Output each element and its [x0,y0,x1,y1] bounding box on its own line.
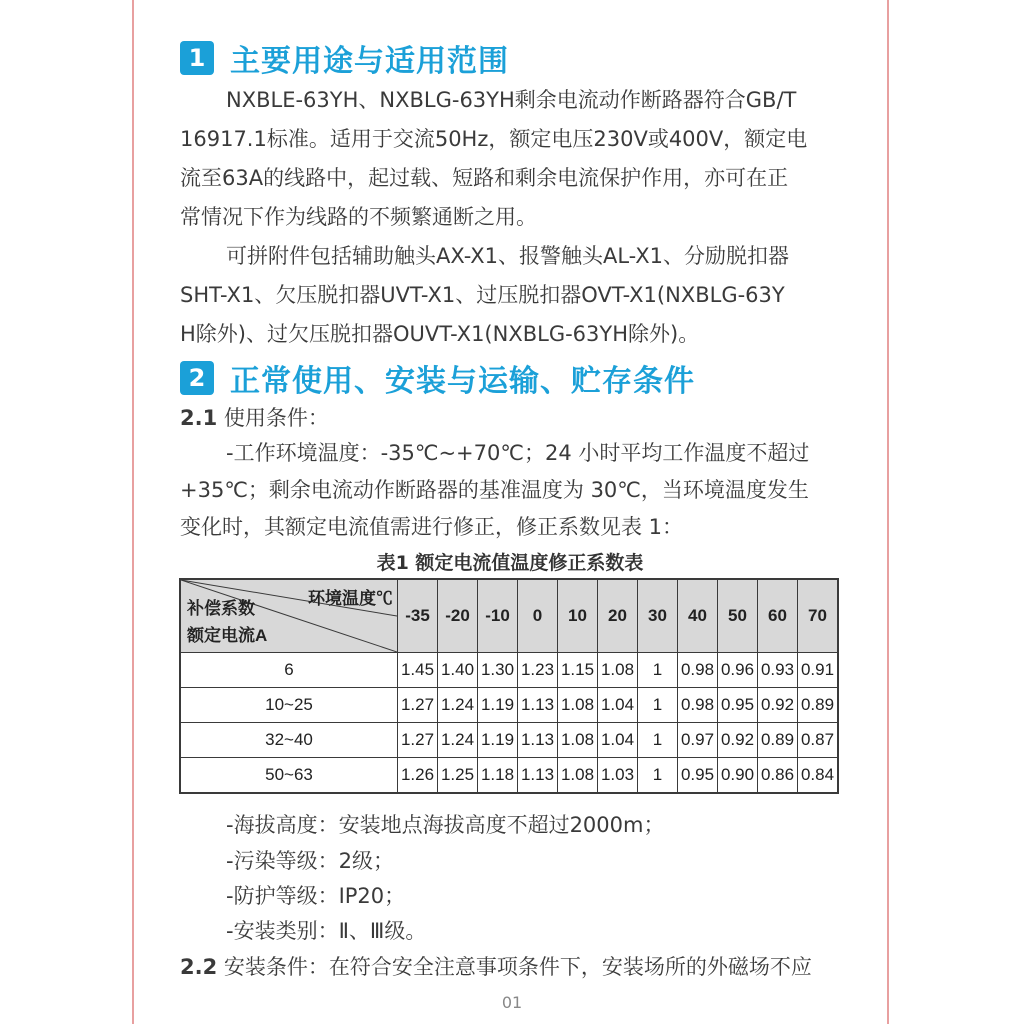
temperature-header-cell: 70 [798,579,839,653]
coefficient-cell: 1.13 [518,723,558,758]
coefficient-cell: 0.92 [758,688,798,723]
page-number: 01 [501,993,523,1012]
table-row [180,653,838,688]
coefficient-cell: 1.19 [478,723,518,758]
coefficient-cell: 0.91 [798,653,839,688]
section-2-line: -污染等级：2级； [226,849,394,873]
subsection-text: 安装条件：在符合安全注意事项条件下，安装场所的外磁场不应 [217,955,812,979]
temperature-header-cell: 10 [558,579,598,653]
section-1-line: SHT-X1、欠压脱扣器UVT-X1、过压脱扣器OVT-X1(NXBLG-63Y [180,283,785,307]
coefficient-cell: 1.30 [478,653,518,688]
section-1-number-badge: 1 [180,41,214,75]
section-2-title: 正常使用、安装与运输、贮存条件 [230,364,695,399]
section-1-title: 主要用途与适用范围 [230,44,509,79]
section-1-line: 可拼附件包括辅助触头AX-X1、报警触头AL-X1、分励脱扣器 [226,244,789,268]
corner-label-rated-current: 额定电流A [187,626,268,645]
coefficient-cell: 1.24 [438,723,478,758]
table-row [180,723,838,758]
coefficient-cell: 1.26 [398,758,438,794]
coefficient-cell: 1.45 [398,653,438,688]
coefficient-cell: 1.18 [478,758,518,794]
coefficient-cell: 1.40 [438,653,478,688]
section-1-line: 流至63A的线路中，起过载、短路和剩余电流保护作用，亦可在正 [180,166,789,190]
coefficient-cell: 1.08 [558,758,598,794]
corner-label-temperature: 环境温度℃ [308,589,393,608]
section-2-heading [180,356,695,400]
coefficient-cell: 0.92 [718,723,758,758]
coefficient-cell: 0.89 [798,688,839,723]
section-1-line: NXBLE-63YH、NXBLG-63YH剩余电流动作断路器符合GB/T [226,88,797,112]
section-1-line: H除外)、过欠压脱扣器OUVT-X1(NXBLG-63YH除外)。 [180,322,700,346]
temperature-header-cell: 40 [678,579,718,653]
coefficient-cell: 1.24 [438,688,478,723]
section-2-line: -安装类别：Ⅱ、Ⅲ级。 [226,919,427,943]
coefficient-cell: 0.89 [758,723,798,758]
coefficient-cell: 1.27 [398,688,438,723]
section-2-line: -防护等级：IP20； [226,884,406,908]
coefficient-cell: 1 [638,653,678,688]
table-title: 表1 额定电流值温度修正系数表 [376,552,644,574]
subsection-2-1-heading [180,402,329,432]
subsection-number: 2.2 [180,955,218,979]
coefficient-cell: 0.98 [678,653,718,688]
coefficient-cell: 1.13 [518,758,558,794]
coefficient-cell: 1.04 [598,723,638,758]
table-header-row [180,579,838,653]
section-2-number-badge: 2 [180,361,214,395]
coefficient-cell: 1.13 [518,688,558,723]
coefficient-cell: 0.84 [798,758,839,794]
coefficient-cell: 1 [638,688,678,723]
section-2-line: 变化时，其额定电流值需进行修正，修正系数见表 1： [180,515,684,539]
section-2-line: -海拔高度：安装地点海拔高度不超过2000m； [226,813,665,837]
corner-label-coefficient: 补偿系数 [187,599,255,618]
coefficient-cell: 1 [638,723,678,758]
rated-current-cell: 6 [180,653,398,688]
temperature-header-cell: 20 [598,579,638,653]
subsection-label: 使用条件： [217,406,329,430]
coefficient-cell: 1.27 [398,723,438,758]
coefficient-cell: 0.93 [758,653,798,688]
coefficient-cell: 1.08 [558,723,598,758]
table-row [180,688,838,723]
coefficient-cell: 1 [638,758,678,794]
coefficient-cell: 0.97 [678,723,718,758]
temperature-header-cell: 60 [758,579,798,653]
coefficient-cell: 1.04 [598,688,638,723]
table-row [180,758,838,794]
temperature-header-cell: 50 [718,579,758,653]
coefficient-cell: 1.08 [598,653,638,688]
rated-current-cell: 32~40 [180,723,398,758]
correction-table [179,578,839,794]
temperature-header-cell: 0 [518,579,558,653]
coefficient-cell: 0.90 [718,758,758,794]
temperature-header-cell: -20 [438,579,478,653]
coefficient-cell: 0.86 [758,758,798,794]
temperature-header-cell: 30 [638,579,678,653]
coefficient-cell: 1.08 [558,688,598,723]
coefficient-cell: 1.19 [478,688,518,723]
temperature-header-cell: -10 [478,579,518,653]
coefficient-cell: 1.15 [558,653,598,688]
subsection-number: 2.1 [180,406,218,430]
coefficient-cell: 0.87 [798,723,839,758]
section-1-line: 常情况下作为线路的不频繁通断之用。 [180,205,537,229]
coefficient-cell: 1.03 [598,758,638,794]
coefficient-cell: 0.96 [718,653,758,688]
coefficient-cell: 1.25 [438,758,478,794]
temperature-header-cell: -35 [398,579,438,653]
right-margin-rule [887,0,889,1024]
section-2-line: -工作环境温度：-35℃~+70℃；24 小时平均工作温度不超过 [226,441,810,465]
section-1-heading [180,36,509,80]
subsection-2-2-line [180,951,812,981]
section-1-line: 16917.1标准。适用于交流50Hz，额定电压230V或400V，额定电 [180,127,808,151]
rated-current-cell: 50~63 [180,758,398,794]
coefficient-cell: 0.95 [678,758,718,794]
left-margin-rule [132,0,134,1024]
rated-current-cell: 10~25 [180,688,398,723]
table-corner-cell [180,579,398,653]
coefficient-cell: 1.23 [518,653,558,688]
coefficient-cell: 0.98 [678,688,718,723]
coefficient-cell: 0.95 [718,688,758,723]
section-2-line: +35℃；剩余电流动作断路器的基准温度为 30℃，当环境温度发生 [180,478,809,502]
